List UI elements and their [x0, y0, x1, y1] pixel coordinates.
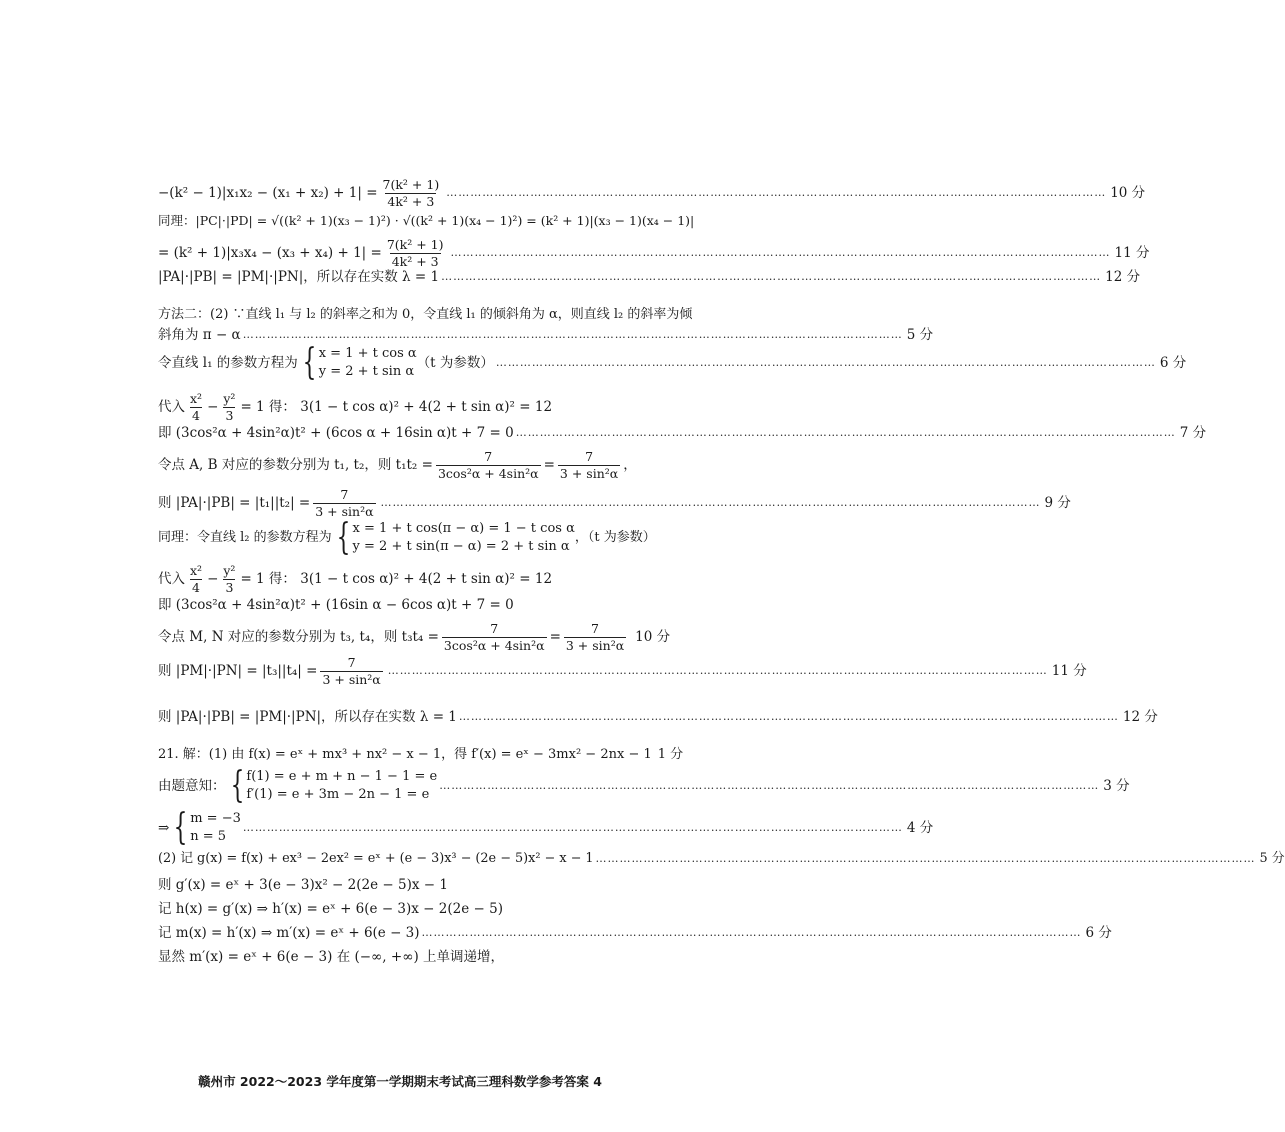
line-22 [158, 878, 650, 893]
score-points: 9 分 [1044, 494, 1071, 511]
line-6-text: 斜角为 π − α [158, 327, 241, 343]
line-7-note: （t 为参数） [416, 354, 494, 371]
leader-dots: ………………………………………………………………………………………………………………………………………………… [439, 778, 1100, 792]
line-4 [158, 269, 1141, 285]
leader-dots: ………………………………………………………………………………………………………………………………………………… [450, 246, 1111, 260]
line-20 [158, 807, 934, 848]
line-2-text: 同理：|PC|·|PD| = √((k² + 1)(x₃ − 1)²) · √((k² + 1)(x₄ − 1)²) = (k² + 1)|(x₃ − 1)(x₄ − 1)| [158, 213, 695, 228]
line-24 [158, 925, 1112, 941]
leader-dots: ………………………………………………………………………………………………………………………………………………… [595, 851, 1256, 865]
line-9-text: 即 (3cos²α + 4sin²α)t² + (6cos α + 16sin α)t + 7 = 0 [158, 425, 514, 441]
line-10: 令点 A, B 对应的参数分别为 t₁, t₂，则 t₁t₂ = $\frac{7}{\text{3cos²α + 4sin²α}}$ = $\frac{7}{\text{3 + sin²α}}$ ， [158, 449, 637, 481]
line-3-fraction: $\frac{\text{7(k² + 1)}}{\text{4k² + 3}}$ [386, 237, 444, 269]
score-points: 6 分 [1159, 354, 1187, 371]
line-14 [158, 598, 650, 613]
line-1-text: −(k² − 1)|x₁x₂ − (x₁ + x₂) + 1| = [158, 184, 378, 201]
page-footer: 赣州市 2022～2023 学年度第一学期期末考试高三理科数学参考答案 4 [198, 1074, 602, 1089]
line-24-text: 记 m(x) = h′(x) ⇒ m′(x) = eˣ + 6(e − 3) [158, 925, 420, 941]
leader-dots: ………………………………………………………………………………………………………………………………………………… [387, 664, 1048, 678]
score-points: 3 分 [1103, 777, 1130, 794]
line-13-text: = 1 得： 3(1 − t cos α)² + 4(2 + t sin α)² = 12 [240, 570, 553, 587]
line-17-text: 则 |PA|·|PB| = |PM|·|PN|，所以存在实数 λ = 1 [158, 709, 457, 725]
leader-dots: ………………………………………………………………………………………………………………………………………………… [446, 186, 1107, 200]
line-8: 代入 $\frac{\text{x²}}{4}$ − $\frac{\text{y²}}{3}$ = 1 得： 3(1 − t cos α)² + 4(2 + t sin α)² = 12 [158, 391, 553, 423]
line-7 [158, 342, 1187, 383]
line-15-text: 令点 M, N 对应的参数分别为 t₃, t₄，则 t₃t₄ = [158, 628, 439, 645]
line-2 [158, 213, 695, 228]
leader-dots: ………………………………………………………………………………………………………………………………………………… [515, 426, 1176, 440]
line-13: 代入 $\frac{\text{x²}}{4}$ − $\frac{\text{y²}}{3}$ = 1 得： 3(1 − t cos α)² + 4(2 + t sin α)² = 12 [158, 563, 553, 595]
line-21-text: (2) 记 g(x) = f(x) + ex³ − 2ex² = eˣ + (e − 3)x³ − (2e − 5)x² − x − 1 [158, 851, 594, 866]
line-8-text: = 1 得： 3(1 − t cos α)² + 4(2 + t sin α)² = 12 [240, 398, 553, 415]
line-25-text: 显然 m′(x) = eˣ + 6(e − 3) 在 (−∞, +∞) 上单调递增， [158, 949, 505, 965]
line-21 [158, 851, 1285, 866]
score-points: 12 分 [1122, 709, 1158, 725]
score-points: 10 分 [1110, 184, 1146, 201]
line-19-system: { f(1) = e + m + n − 1 − 1 = e f′(1) = e + 3m − 2n − 1 = e [230, 765, 438, 806]
line-23-text: 记 h(x) = g′(x) ⇒ h′(x) = eˣ + 6(e − 3)x − 2(2e − 5) [158, 901, 503, 917]
score-points: 11 分 [1051, 662, 1087, 679]
line-20-text: ⇒ [158, 819, 170, 836]
line-1 [158, 177, 1146, 209]
leader-dots: ………………………………………………………………………………………………………………………………………………… [495, 355, 1156, 369]
line-14-text: 即 (3cos²α + 4sin²α)t² + (16sin α − 6cos α)t + 7 = 0 [158, 597, 514, 613]
line-12-note: ，（t 为参数） [574, 529, 656, 545]
line-18 [158, 747, 684, 762]
score-points: 7 分 [1179, 425, 1207, 441]
line-12-system: { x = 1 + t cos(π − α) = 1 − t cos α y = 2 + t sin(π − α) = 2 + t sin α [336, 517, 575, 558]
score-points: 4 分 [906, 819, 934, 836]
line-11: 则 |PA|·|PB| = |t₁||t₂| = $\frac{7}{\text{3 + sin²α}}$ ………………………………………………………………………………………………………………………………………………… 9 分 [158, 487, 1071, 519]
line-19 [158, 765, 1130, 806]
line-22-text: 则 g′(x) = eˣ + 3(e − 3)x² − 2(2e − 5)x − 1 [158, 877, 448, 893]
line-16: 则 |PM|·|PN| = |t₃||t₄| = $\frac{7}{\text{3 + sin²α}}$ ………………………………………………………………………………………………………………………………………………… 11 分 [158, 655, 1087, 687]
leader-dots: ………………………………………………………………………………………………………………………………………………… [242, 328, 903, 342]
score-points: 10 分 [635, 628, 671, 645]
leader-dots: ………………………………………………………………………………………………………………………………………………… [421, 926, 1082, 940]
score-points: 5 分 [1259, 851, 1285, 866]
line-10-text: 令点 A, B 对应的参数分别为 t₁, t₂，则 t₁t₂ = [158, 456, 433, 473]
line-20-system: { m = −3 n = 5 [173, 807, 241, 848]
line-16-text: 则 |PM|·|PN| = |t₃||t₄| = [158, 662, 318, 679]
line-7-text: 令直线 l₁ 的参数方程为 [158, 354, 298, 371]
line-12-text: 同理：令直线 l₂ 的参数方程为 [158, 529, 332, 545]
leader-dots: ………………………………………………………………………………………………………………………………………………… [380, 496, 1041, 510]
leader-dots: ………………………………………………………………………………………………………………………………………………… [441, 270, 1102, 284]
line-3 [158, 237, 1150, 269]
score-points: 12 分 [1105, 269, 1141, 285]
line-3-text: = (k² + 1)|x₃x₄ − (x₃ + x₄) + 1| = [158, 244, 382, 261]
line-1-fraction: $\frac{\text{7(k² + 1)}}{\text{4k² + 3}}$ [382, 177, 440, 209]
line-12 [158, 517, 656, 558]
line-5 [158, 307, 693, 322]
line-25 [158, 950, 650, 965]
line-7-system: { x = 1 + t cos α y = 2 + t sin α [302, 342, 417, 383]
line-9 [158, 425, 1207, 441]
line-6 [158, 327, 934, 343]
score-points: 1 分 [657, 747, 684, 762]
line-15: 令点 M, N 对应的参数分别为 t₃, t₄，则 t₃t₄ = $\frac{7}{\text{3cos²α + 4sin²α}}$ = $\frac{7}{\text{3 + sin²α}}$ 10 分 [158, 621, 671, 653]
line-4-text: |PA|·|PB| = |PM|·|PN|，所以存在实数 λ = 1 [158, 269, 440, 285]
score-points: 11 分 [1114, 244, 1150, 261]
line-17 [158, 709, 1158, 725]
leader-dots: ………………………………………………………………………………………………………………………………………………… [242, 820, 903, 834]
score-points: 5 分 [906, 327, 934, 343]
line-5-text: 方法二：(2) ∵直线 l₁ 与 l₂ 的斜率之和为 0，令直线 l₁ 的倾斜角为 α，则直线 l₂ 的斜率为倾 [158, 307, 693, 322]
line-18-text: 21. 解：(1) 由 f(x) = eˣ + mx³ + nx² − x − 1，得 f′(x) = eˣ − 3mx² − 2nx − 1 [158, 747, 652, 762]
leader-dots: ………………………………………………………………………………………………………………………………………………… [458, 710, 1119, 724]
score-points: 6 分 [1085, 925, 1112, 941]
line-19-text: 由题意知： [158, 777, 226, 794]
line-23 [158, 902, 650, 917]
line-11-text: 则 |PA|·|PB| = |t₁||t₂| = [158, 494, 311, 511]
